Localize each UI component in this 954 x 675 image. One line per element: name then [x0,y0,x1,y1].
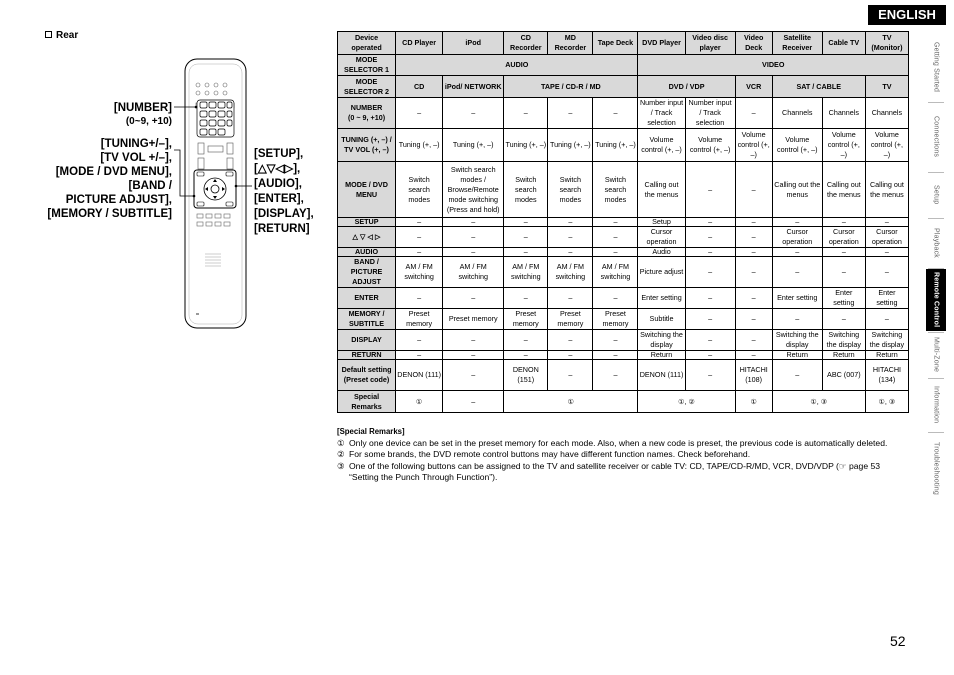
table-cell: Preset memory [548,309,593,330]
side-tab-item[interactable] [926,269,946,331]
table-cell: – [593,330,638,351]
table-cell: – [685,360,735,391]
table-cell: ①, ③ [772,391,865,413]
callout-left-line: [TUNING+/–], [100,138,172,150]
callout-left-line: [MEMORY / SUBTITLE] [47,208,172,220]
row-label-cell [338,330,396,351]
table-cell: Number input / Track selection [685,98,735,129]
side-tab-item[interactable] [926,433,946,503]
table-cell: – [685,248,735,257]
table-row [338,288,909,309]
table-cell: – [865,248,908,257]
table-cell: – [735,162,772,218]
table-cell: – [548,218,593,227]
table-cell: – [548,248,593,257]
table-cell: Volume control (+, –) [822,129,865,162]
table-cell: Calling out the menus [822,162,865,218]
table-cell: DENON (111) [638,360,685,391]
row-label: RETURN [351,350,382,359]
table-cell: – [548,288,593,309]
row-label: TUNING (+, –) / TV VOL (+, –) [341,135,392,154]
table-header-cell: Cable TV [822,32,865,55]
table-cell: Volume control (+, –) [685,129,735,162]
side-tab-label: Getting Started [932,41,940,93]
table-cell: – [685,162,735,218]
table-cell: – [443,248,504,257]
table-cell: – [735,227,772,248]
table-row [338,257,909,288]
table-cell: – [593,227,638,248]
table-cell: AM / FM switching [593,257,638,288]
table-cell: – [772,218,822,227]
row-label-cell [338,129,396,162]
table-cell: – [685,330,735,351]
table-cell: – [593,351,638,360]
table-cell: – [548,227,593,248]
table-cell: HITACHI (134) [865,360,908,391]
table-header-cell: Video disc player [685,32,735,55]
row-label-cell [338,288,396,309]
table-cell: – [685,351,735,360]
table-cell: Calling out the menus [865,162,908,218]
table-row [338,309,909,330]
table-row [338,129,909,162]
callout-left-line: [MODE / DVD MENU], [55,166,172,178]
table-cell: – [548,351,593,360]
table-cell: – [772,360,822,391]
callout-left-line: [BAND / [128,180,172,192]
table-cell: – [504,248,548,257]
callout-right-line: [SETUP], [254,148,304,160]
table-cell: – [735,257,772,288]
table-cell: Tuning (+, –) [504,129,548,162]
callout-right-line: [RETURN] [254,223,310,235]
table-cell: Switch search modes [396,162,443,218]
callout-right-group [254,147,314,237]
table-cell: SAT / CABLE [772,76,865,98]
table-cell: Preset memory [396,309,443,330]
table-cell: – [443,351,504,360]
side-tab-label: Remote Control [932,272,940,328]
row-label: AUDIO [354,247,379,256]
table-cell: Audio [638,248,685,257]
row-label: SETUP [354,217,379,226]
table-cell: Cursor operation [772,227,822,248]
table-cell: – [443,288,504,309]
row-label-cell [338,218,396,227]
table-cell: – [865,257,908,288]
table-cell: – [443,391,504,413]
table-cell: VCR [735,76,772,98]
table-cell: – [822,218,865,227]
table-cell: Preset memory [443,309,504,330]
table-cell: Volume control (+, –) [735,129,772,162]
table-cell: – [396,227,443,248]
table-cell: – [548,98,593,129]
table-cell: Cursor operation [822,227,865,248]
table-cell: – [504,351,548,360]
callout-left-line: [TV VOL +/–], [100,152,172,164]
table-cell: – [504,288,548,309]
table-cell: – [443,360,504,391]
table-header-cell: Satellite Receiver [772,32,822,55]
table-cell: Channels [822,98,865,129]
table-cell: Switch search modes [548,162,593,218]
table-cell: – [735,218,772,227]
table-cell: Enter setting [638,288,685,309]
table-cell: Switching the display [638,330,685,351]
table-cell: Switching the display [822,330,865,351]
row-label-cell: MODE SELECTOR 1 [338,55,396,76]
table-cell: Subtitle [638,309,685,330]
table-cell: Switching the display [865,330,908,351]
row-label: MEMORY / SUBTITLE [348,309,385,328]
table-cell: AM / FM switching [548,257,593,288]
row-label-cell: Special Remarks [338,391,396,413]
table-cell: – [504,218,548,227]
table-cell: Calling out the menus [772,162,822,218]
table-cell: – [735,330,772,351]
special-remarks [337,426,909,483]
table-header-cell: TV (Monitor) [865,32,908,55]
table-cell: – [735,288,772,309]
language-tab: ENGLISH [868,5,946,25]
table-cell: Setup [638,218,685,227]
table-cell: – [735,248,772,257]
remark-marker: ③ [337,460,345,471]
table-cell: – [443,218,504,227]
callout-number [114,101,172,129]
table-cell: CD [396,76,443,98]
side-tab-item[interactable] [926,333,946,377]
table-cell: Return [638,351,685,360]
table-cell: DENON (111) [396,360,443,391]
table-cell: Enter setting [865,288,908,309]
table-cell: TAPE / CD-R / MD [504,76,638,98]
table-cell: – [396,98,443,129]
table-cell: – [504,227,548,248]
table-cell: ① [735,391,772,413]
row-label: DISPLAY [351,335,382,344]
row-label: △ ▽ ◁ ▷ [352,232,381,241]
table-cell: – [822,248,865,257]
table-cell: TV [865,76,908,98]
side-tab-label: Information [932,386,940,424]
table-header-cell: Video Deck [735,32,772,55]
table-row [338,248,909,257]
table-cell: – [443,330,504,351]
side-tab-item[interactable] [926,33,946,101]
remark-item [337,461,909,483]
table-cell: – [504,330,548,351]
table-row [338,351,909,360]
table-cell: – [735,351,772,360]
table-cell: Calling out the menus [638,162,685,218]
table-cell: Tuning (+, –) [396,129,443,162]
table-cell: – [396,248,443,257]
side-tab-label: Troubleshooting [932,441,940,495]
table-cell: Channels [772,98,822,129]
table-cell: Cursor operation [638,227,685,248]
side-tab-label: Connections [932,116,940,158]
table-cell: ① [396,391,443,413]
table-cell: – [685,288,735,309]
table-cell: AUDIO [396,55,638,76]
callout-right-line: [AUDIO], [254,178,302,190]
section-heading-text: Rear [56,30,79,41]
device-function-table [337,31,909,413]
side-tab-label: Multi-Zone [932,337,940,373]
side-tab-item[interactable] [926,379,946,431]
table-cell: – [772,309,822,330]
table-cell: Cursor operation [865,227,908,248]
table-cell: Switch search modes [504,162,548,218]
row-label: MODE / DVD MENU [345,179,388,199]
section-heading [45,30,78,41]
table-header-cell: CD Recorder [504,32,548,55]
row-label: Default setting (Preset code) [341,365,392,384]
table-cell: Volume control (+, –) [772,129,822,162]
table-cell: – [865,309,908,330]
table-header-cell: MD Recorder [548,32,593,55]
table-cell: Switch search modes / Browse/Remote mode switching (Press and hold) [443,162,504,218]
table-header-cell: Device operated [338,32,396,55]
table-cell: Channels [865,98,908,129]
side-tab-label: Setup [932,185,940,205]
row-label: NUMBER [350,103,383,112]
table-row [338,360,909,391]
table-cell: – [822,309,865,330]
row-label-cell: MODE SELECTOR 2 [338,76,396,98]
table-cell: Preset memory [504,309,548,330]
table-cell: – [735,98,772,129]
table-header-cell: Tape Deck [593,32,638,55]
callout-number-sub: (0~9, +10) [125,116,172,127]
remark-marker: ① [337,438,345,449]
table-header-cell: DVD Player [638,32,685,55]
table-cell: HITACHI (108) [735,360,772,391]
remark-text: For some brands, the DVD remote control buttons may have different function names. Check beforehand. [349,449,751,460]
table-cell: Return [772,351,822,360]
table-row [338,227,909,248]
table-header-row [338,32,909,55]
table-cell: Tuning (+, –) [443,129,504,162]
row-label: ENTER [354,293,379,302]
table-cell: – [504,98,548,129]
table-cell: – [396,218,443,227]
table-cell: Preset memory [593,309,638,330]
table-cell: – [548,360,593,391]
row-label-cell [338,227,396,248]
table-cell: – [396,330,443,351]
table-cell: – [735,309,772,330]
table-cell: iPod/ NETWORK [443,76,504,98]
table-cell: – [865,218,908,227]
table-cell: ① [504,391,638,413]
table-cell: Number input / Track selection [639,98,684,127]
table-cell: – [548,330,593,351]
table-cell: Return [822,351,865,360]
table-cell: Enter setting [772,288,822,309]
table-cell: – [593,248,638,257]
side-tab-item[interactable] [926,173,946,217]
remote-control-illustration [184,58,248,330]
table-cell: – [772,257,822,288]
table-row [338,218,909,227]
table-cell: – [685,227,735,248]
checkbox-bullet-icon [45,31,52,38]
table-cell: – [772,248,822,257]
table-cell: Tuning (+, –) [593,129,638,162]
remark-item [337,449,909,460]
table-header-cell: iPod [443,32,504,55]
table-cell: VIDEO [638,55,909,76]
table-cell: – [685,309,735,330]
row-label-cell [338,257,396,288]
row-label-cell [338,248,396,257]
remark-text: One of the following buttons can be assigned to the TV and satellite receiver or cable TV: CD, TAPE/CD-R/MD, VCR, DVD/VDP (☞ page 53 “Setting the Punch Through Function”). [349,460,881,482]
table-cell: AM / FM switching [443,257,504,288]
table-cell: ①, ② [638,391,735,413]
table-cell: DENON (151) [504,360,548,391]
table-cell: Picture adjust [638,257,685,288]
remarks-title: [Special Remarks] [337,427,405,436]
callout-right-line: [△▽◁▷], [254,163,301,175]
table-row-mode-selector-1 [338,55,909,76]
table-cell: – [443,98,504,129]
row-label-cell [338,351,396,360]
side-tab-item[interactable] [926,219,946,267]
table-cell: Switch search modes [593,162,638,218]
table-row [338,162,909,218]
table-cell: ①, ③ [865,391,908,413]
table-cell: Switching the display [772,330,822,351]
table-cell: Volume control (+, –) [865,129,908,162]
callout-left-line: PICTURE ADJUST], [65,194,172,206]
callout-right-line: [DISPLAY], [254,208,314,220]
row-label: BAND / PICTURE ADJUST [350,257,383,286]
row-label-cell [338,162,396,218]
table-row-special-remarks [338,391,909,413]
callout-number-label: [NUMBER] [113,102,172,114]
table-cell: – [593,98,638,129]
remark-item [337,438,909,449]
table-cell: – [685,218,735,227]
row-label-cell [338,98,396,129]
table-row [338,330,909,351]
side-tab-label: Playback [932,227,940,258]
table-cell: – [822,257,865,288]
table-cell: – [593,360,638,391]
table-cell: – [593,288,638,309]
table-cell: AM / FM switching [504,257,548,288]
table-cell: – [443,227,504,248]
table-cell: Enter setting [822,288,865,309]
row-label-cell [338,309,396,330]
table-cell: ABC (007) [822,360,865,391]
table-cell: AM / FM switching [396,257,443,288]
remark-marker: ② [337,449,345,460]
row-sublabel: (0 ~ 9, +10) [347,113,386,122]
table-cell: Volume control (+, –) [638,129,685,162]
table-row-mode-selector-2 [338,76,909,98]
table-cell: DVD / VDP [638,76,735,98]
row-label-cell [338,360,396,391]
remark-text: Only one device can be set in the preset memory for each mode. Also, when a new code is preset, the previous code is automatically deleted. [349,438,888,449]
callout-right-line: [ENTER], [254,193,304,205]
table-cell: – [396,288,443,309]
side-tab-item[interactable] [926,103,946,171]
table-cell: Tuning (+, –) [548,129,593,162]
table-cell: Return [865,351,908,360]
table-header-cell: CD Player [396,32,443,55]
callout-left-group [47,137,172,221]
table-row [338,98,909,129]
table-cell: – [396,351,443,360]
table-cell: – [685,257,735,288]
page-number: 52 [890,633,906,649]
table-body [338,98,909,391]
table-cell: – [593,218,638,227]
